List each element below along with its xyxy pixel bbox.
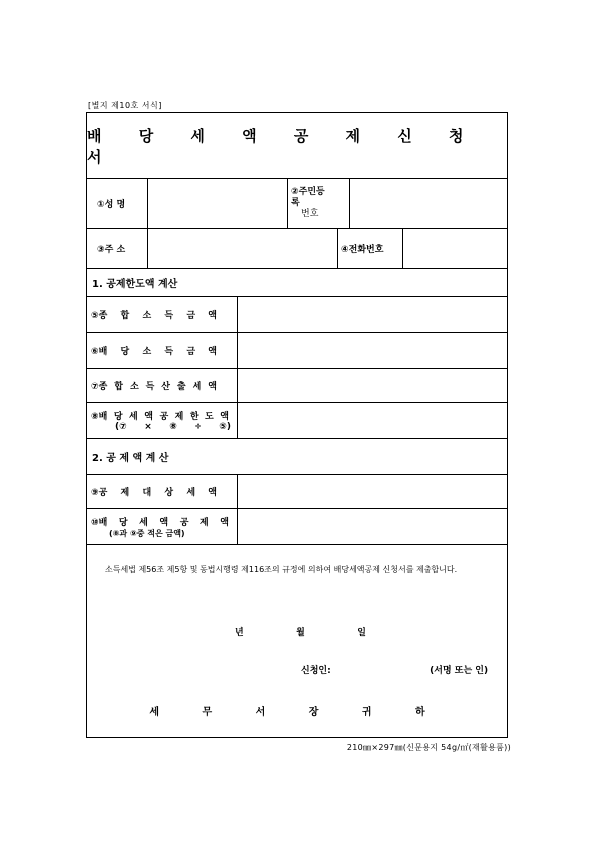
month-label: 월 [296,628,305,638]
resident-number-label-line1: ②주민등 [291,187,325,197]
credit-amount-label: ⑩배 당 세 액 공 제 액 (⑧과 ⑨중 적은 금액) [87,509,237,544]
applicant-signature-line [301,663,488,676]
section2-heading-row [87,439,507,475]
name-field[interactable] [148,179,287,228]
year-label: 년 [235,628,244,638]
form-number-label: [별지 제10호 서식] [88,101,162,110]
creditable-tax-row [87,475,507,509]
address-label: ③주 소 [97,245,126,255]
creditable-tax-field[interactable] [238,475,507,508]
credit-limit-row [87,403,507,439]
signature-suffix: (서명 또는 인) [430,666,489,676]
resident-number-field[interactable] [350,179,507,228]
section1-heading-row [87,269,507,297]
calculated-tax-field[interactable] [238,369,507,402]
dividend-income-label: ⑥배 당 소 득 금 액 [91,347,217,357]
total-income-label: ⑤종 합 소 득 금 액 [91,311,217,321]
applicant-label: 신청인: [301,666,331,676]
credit-limit-label: ⑧배 당 세 액 공 제 한 도 액 (⑦ × ⑧ ÷ ⑤) [87,403,237,438]
resident-number-label-line3: 번호 [301,209,319,219]
addressee: 세 무 서 장 귀 하 [149,707,445,718]
paper-spec-note: 210㎜×297㎜(신문용지 54g/㎡(재활용품)) [346,743,511,752]
title-row [87,113,507,179]
address-phone-row [87,229,507,269]
credit-amount-field[interactable] [238,509,507,544]
total-income-row [87,297,507,333]
statement-block [87,545,507,737]
name-label: ①성 명 [97,200,126,210]
dividend-income-row [87,333,507,369]
phone-label: ④전화번호 [341,245,384,255]
dividend-tax-credit-form [86,112,508,738]
credit-limit-field[interactable] [238,403,507,438]
total-income-field[interactable] [238,297,507,332]
date-line [235,625,366,638]
section1-heading: 1. 공제한도액 계산 [92,279,178,290]
dividend-income-field[interactable] [238,333,507,368]
creditable-tax-label: ⑨공 제 대 상 세 액 [91,488,217,498]
phone-field[interactable] [403,229,507,268]
statement-text: 소득세법 제56조 제5항 및 동법시행령 제116조의 규정에 의하여 배당세액공제 신청서를 제출합니다. [105,565,458,574]
credit-limit-formula: (⑦ × ⑧ ÷ ⑤) [115,422,231,432]
credit-amount-subtext: (⑧과 ⑨중 적은 금액) [109,528,185,538]
calculated-tax-label: ⑦종 합 소 득 산 출 세 액 [91,382,217,392]
resident-number-label-line2: 록 [291,198,300,208]
day-label: 일 [357,628,366,638]
name-id-row [87,179,507,229]
credit-amount-row [87,509,507,545]
resident-number-label [287,179,349,228]
form-title: 배 당 세 액 공 제 신 청 서 [87,126,480,166]
section2-heading: 2. 공 제 액 계 산 [92,453,169,464]
address-field[interactable] [148,229,337,268]
calculated-tax-row [87,369,507,403]
